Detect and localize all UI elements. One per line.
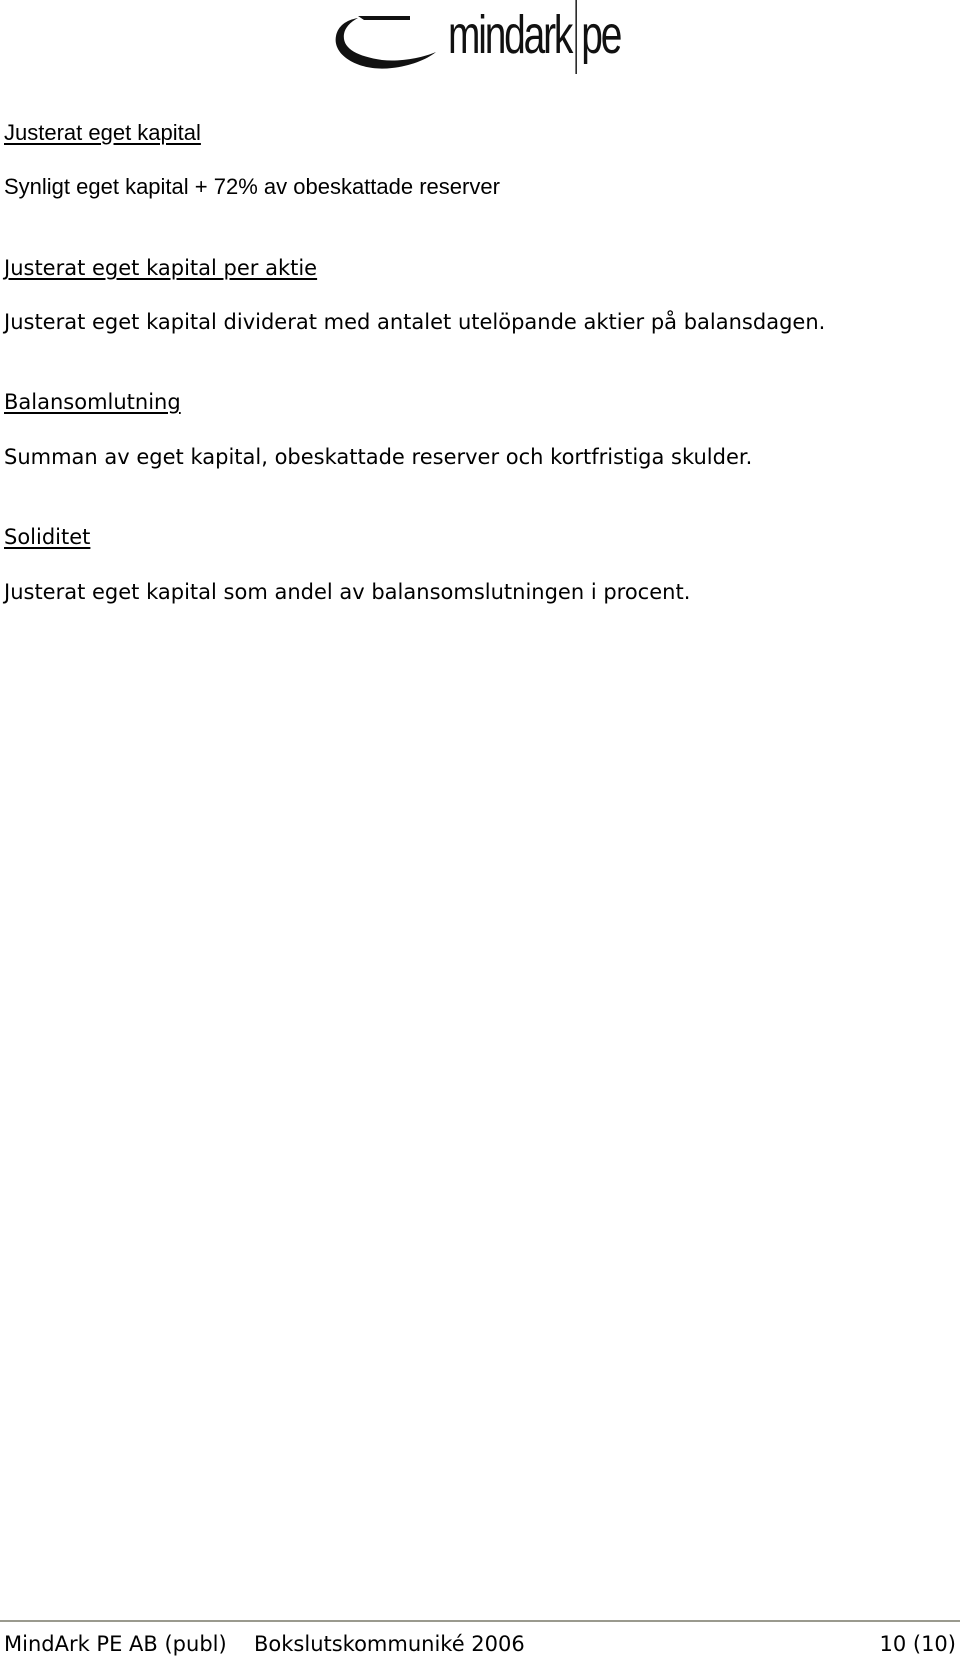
- mindark-pe-logo: [330, 0, 640, 80]
- logo-swoosh-icon: [330, 6, 440, 76]
- section-heading: Justerat eget kapital per aktie: [4, 256, 318, 280]
- section-heading: Balansomlutning: [4, 390, 181, 414]
- logo-wordmark: mindark pe: [448, 2, 620, 74]
- footer-document-title: Bokslutskommuniké 2006: [254, 1632, 525, 1656]
- section-heading: Justerat eget kapital: [4, 120, 201, 145]
- section-text: Synligt eget kapital + 72% av obeskattade reserver: [4, 174, 500, 199]
- section-text: Summan av eget kapital, obeskattade reserver och kortfristiga skulder.: [4, 445, 753, 469]
- footer-page-number: 10 (10): [879, 1632, 956, 1656]
- section-justerat-eget-kapital: [4, 120, 944, 200]
- section-heading: Soliditet: [4, 525, 91, 549]
- section-text: Justerat eget kapital som andel av balansomslutningen i procent.: [4, 580, 691, 604]
- logo-divider: [575, 0, 576, 74]
- section-justerat-eget-kapital-per-aktie: [4, 255, 944, 335]
- section-soliditet: [4, 524, 944, 605]
- section-text: Justerat eget kapital dividerat med antalet utelöpande aktier på balansdagen.: [4, 310, 826, 334]
- footer-company: MindArk PE AB (publ): [4, 1632, 227, 1656]
- footer-divider: [0, 1620, 960, 1622]
- section-balansomlutning: [4, 389, 944, 470]
